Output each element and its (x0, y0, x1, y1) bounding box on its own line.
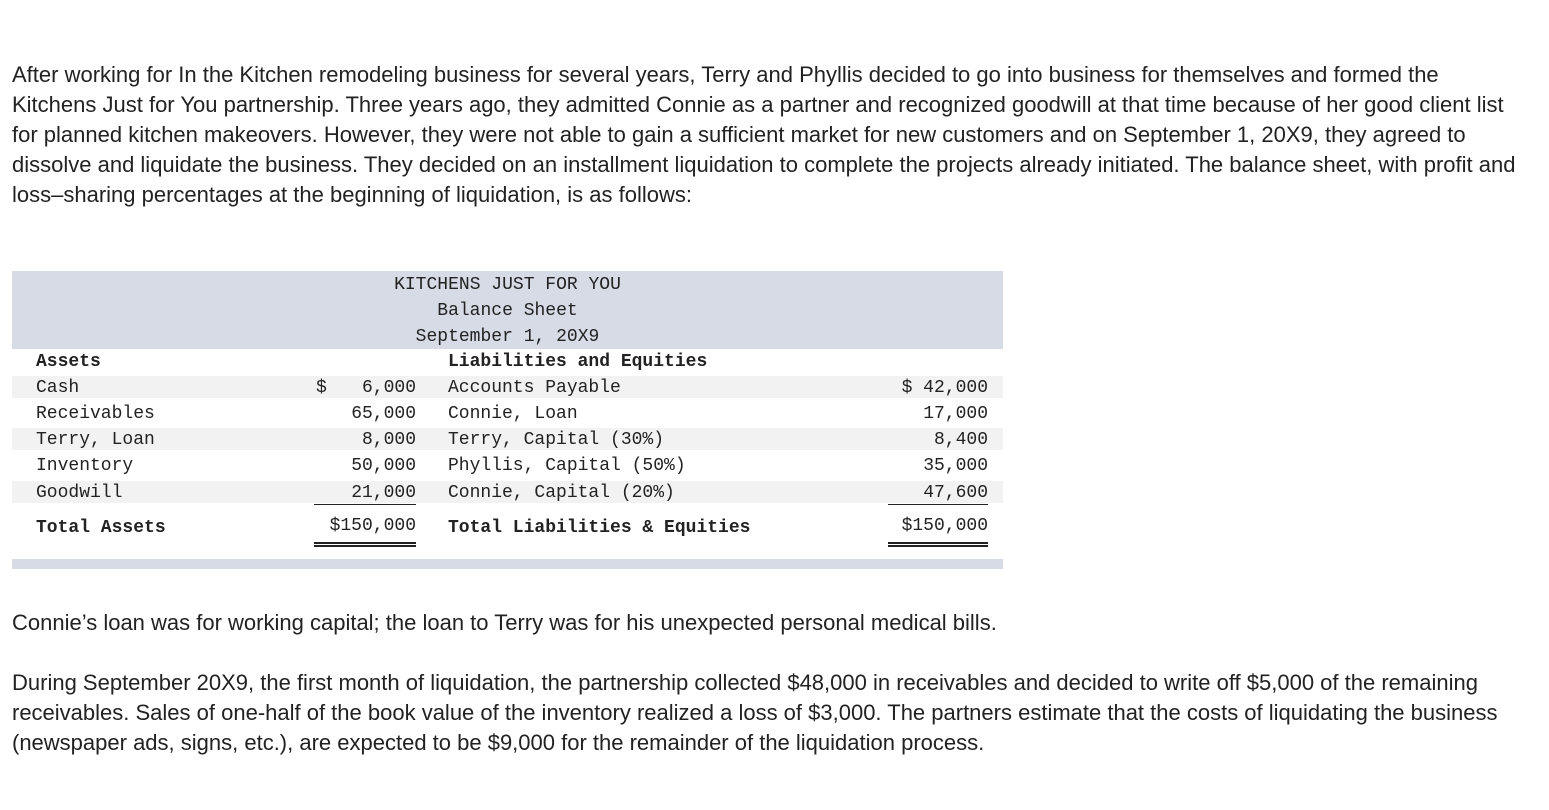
liability-amount-connie-loan: 17,000 (923, 404, 988, 424)
liabilities-heading: Liabilities and Equities (448, 352, 708, 372)
liability-label-connie-capital: Connie, Capital (20%) (448, 483, 675, 503)
liability-subtotal-underline (888, 504, 988, 505)
intro-paragraph: After working for In the Kitchen remodeling business for several years, Terry and Phyllis decided to go into business for themselves and formed the Kitchens Just for You partnership. Three years ago, they admitted Connie as a partner and recognized goodwill at that time because of her good client list for planned kitchen makeovers. However, they were not able to gain a sufficient market for new customers and on September 1, 20X9, they agreed to dissolve and liquidate the business. They decided on an installment liquidation to complete the projects already initiated. The balance sheet, with profit and loss–sharing percentages at the beginning of liquidation, is as follows: (12, 62, 1516, 207)
total-liabilities-label: Total Liabilities & Equities (448, 518, 751, 538)
liability-amount-connie-capital: 47,600 (923, 483, 988, 503)
balance-sheet-date: September 1, 20X9 (415, 327, 600, 347)
balance-sheet-footer (12, 559, 1003, 569)
liability-amount-phyllis-capital: 35,000 (923, 456, 988, 476)
liability-label-terry-capital: Terry, Capital (30%) (448, 430, 665, 450)
asset-amount-receivables: 65,000 (351, 404, 416, 424)
asset-label-cash: Cash (36, 378, 80, 398)
asset-label-inventory: Inventory (36, 456, 134, 476)
liability-label-accounts-payable: Accounts Payable (448, 378, 621, 398)
assets-heading: Assets (36, 352, 101, 372)
liability-amount-accounts-payable: $ 42,000 (901, 378, 988, 398)
liability-label-phyllis-capital: Phyllis, Capital (50%) (448, 456, 686, 476)
total-assets-double-underline (314, 542, 416, 547)
asset-subtotal-underline (314, 504, 416, 505)
total-liabilities-double-underline (888, 542, 988, 547)
balance-sheet-title: KITCHENS JUST FOR YOU (394, 275, 621, 295)
asset-label-terry-loan: Terry, Loan (36, 430, 155, 450)
total-assets-label: Total Assets (36, 518, 166, 538)
asset-amount-goodwill: 21,000 (351, 483, 416, 503)
balance-sheet-subtitle: Balance Sheet (437, 301, 578, 321)
liability-amount-terry-capital: 8,400 (933, 430, 988, 450)
loan-note-paragraph: Connie’s loan was for working capital; the loan to Terry was for his unexpected personal medical bills. (12, 610, 997, 635)
asset-amount-cash: 6,000 (361, 378, 416, 398)
liability-label-connie-loan: Connie, Loan (448, 404, 578, 424)
asset-label-receivables: Receivables (36, 404, 155, 424)
total-liabilities-amount: $150,000 (901, 516, 988, 536)
total-assets-amount: $150,000 (329, 516, 416, 536)
asset-amount-inventory: 50,000 (351, 456, 416, 476)
asset-dollar-sign: $ (316, 378, 327, 398)
september-note-paragraph: During September 20X9, the first month of liquidation, the partnership collected $48,000 in receivables and decided to write off $5,000 of the remaining receivables. Sales of one-half of the book value of the inventory realized a loss of $3,000. The partners estimate that the costs of liquidating the business (newspaper ads, signs, etc.), are expected to be $9,000 for the remainder of the liquidation process. (12, 670, 1498, 755)
asset-amount-terry-loan: 8,000 (361, 430, 416, 450)
asset-label-goodwill: Goodwill (36, 483, 123, 503)
balance-sheet (12, 271, 1003, 569)
